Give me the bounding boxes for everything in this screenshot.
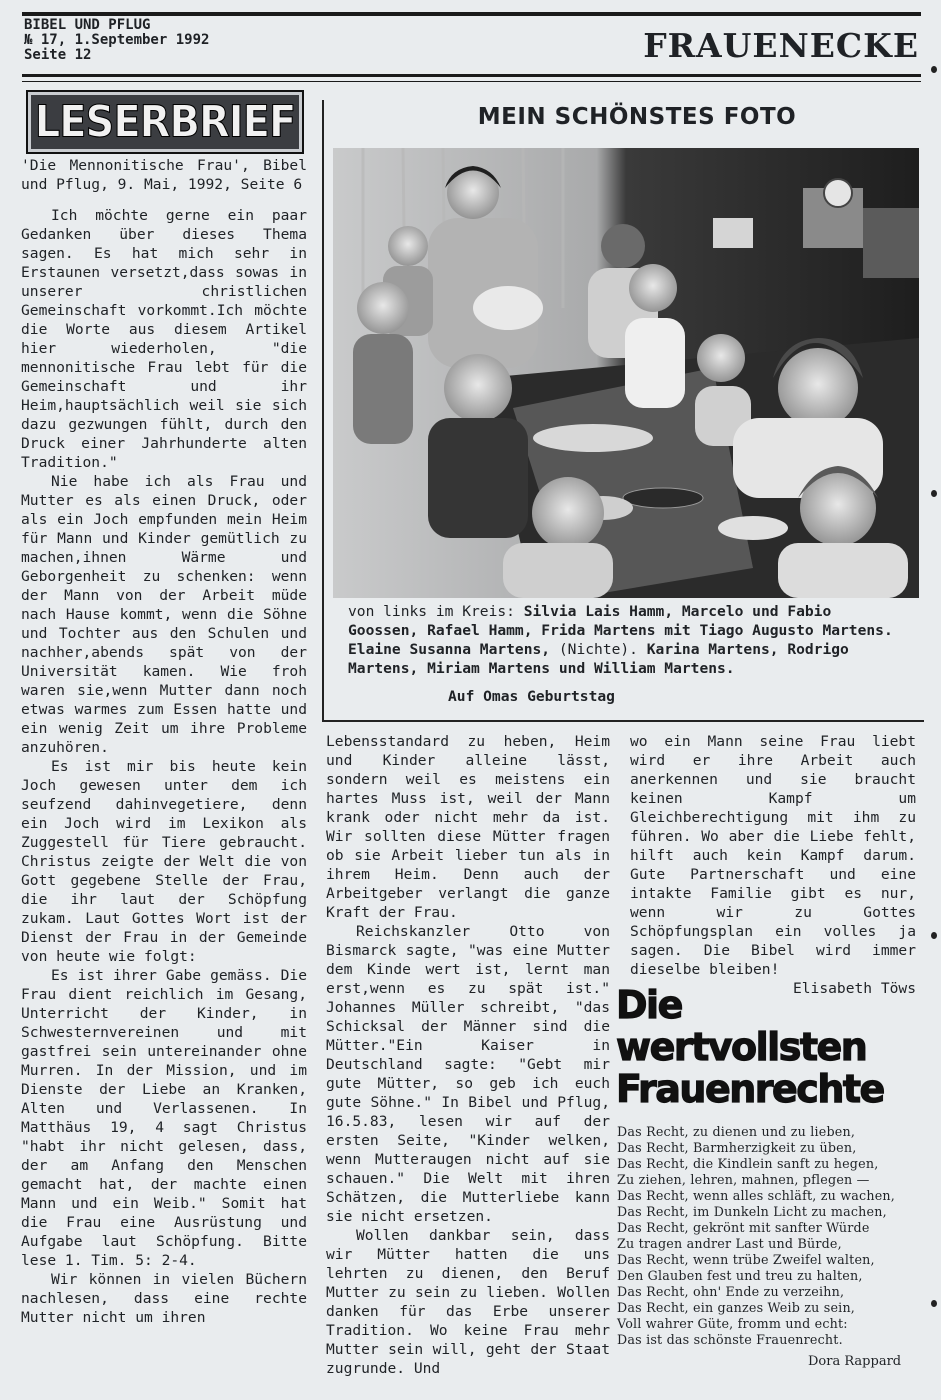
poem-line: Das Recht, die Kindlein sanft zu hegen, (617, 1156, 879, 1171)
poem-line: Das Recht, Barmherzigkeit zu üben, (617, 1140, 857, 1155)
poem-line: Voll wahrer Güte, fromm und echt: (617, 1316, 848, 1331)
letter-paragraph: Wollen dankbar sein, dass wir Mütter hatten die uns lehrten zu dienen, den Beruf Mutter zu sein zu lieben. Wollen danken für das Erbe unserer Tradition. Wo keine Frau mehr Mutter sein will, geht der Staat zugrunde. Und (326, 1227, 610, 1377)
poem-line: Den Glauben fest und treu zu halten, (617, 1268, 863, 1283)
letter-column-3 (630, 732, 916, 998)
poem-line: Zu tragen andrer Last und Bürde, (617, 1236, 842, 1251)
family-photo (333, 148, 919, 598)
photo-caption (348, 602, 908, 678)
photo-occasion: Auf Omas Geburtstag (448, 688, 615, 705)
poem-line: Das Recht, ohn' Ende zu verzeihn, (617, 1284, 845, 1299)
letter-paragraph: Wir können in vielen Büchern nachlesen, dass eine rechte Mutter nicht um ihren (21, 1271, 307, 1326)
masthead-rule-thin (22, 81, 921, 82)
poem-line: Das Recht, zu dienen und zu lieben, (617, 1124, 856, 1139)
letter-reference: 'Die Mennonitische Frau', Bibel und Pflug, 9. Mai, 1992, Seite 6 (21, 157, 307, 193)
poem-body (617, 1124, 927, 1348)
letter-paragraph: Lebensstandard zu heben, Heim und Kinder alleine lässt, sondern weil es meistens ein hartes Muss ist, weil der Mann krank oder nicht mehr da ist. Wir sollten diese Mütter fragen ob sie Arbeit lieber tun als in ihrem Heim. Denn auch der Arbeitgeber verlangt die ganze Kraft der Frau. (326, 733, 610, 921)
poem-line: Das Recht, wenn trübe Zweifel walten, (617, 1252, 875, 1267)
masthead-issue: № 17, 1.September 1992 (24, 32, 210, 48)
top-rule (22, 12, 921, 16)
masthead-page: Seite 12 (24, 47, 92, 63)
photo-feature-title: MEIN SCHÖNSTES FOTO (477, 104, 797, 130)
poem-line: Zu ziehen, lehren, mahnen, pflegen — (617, 1172, 870, 1187)
letter-paragraph: Ich möchte gerne ein paar Gedanken über dieses Thema sagen. Es hat mich sehr in Erstaunen versetzt,dass sowas in unserer christlichen Gemeinschaft vorkommt.Ich möchte die Worte aus diesem Artikel hier wiederholen, "die mennonitische Frau lebt für die Gemeinschaft und ihr Heim,hauptsächlich weil sie sich dazu gezwungen fühlt, durch den Druck einer Jahrhunderte alten Tradition." (21, 207, 307, 471)
poem-title-line: Frauenrechte (616, 1067, 884, 1111)
letter-column-1 (21, 156, 307, 1327)
poem-line: Das Recht, gekrönt mit sanfter Würde (617, 1220, 870, 1235)
binder-hole (931, 1300, 937, 1307)
leserbrief-heading-box (26, 90, 304, 154)
letter-paragraph: Es ist ihrer Gabe gemäss. Die Frau dient reichlich im Gesang, Unterricht der Kinder, in Schwesternvereinen und mit gastfrei sein untereinander ohne Murren. In der Mission, und im Dienste der Liebe an Kranken, Alten und Verlassenen. In Matthäus 19, 4 sagt Christus "habt ihr nicht gelesen, dass, der am Anfang den Menschen gemacht hat, der machte einen Mann und ein Weib." Somit hat die Frau eine Ausrüstung und Aufgabe laut Schöpfung. Bitte lese 1. Tim. 5: 2-4. (21, 967, 307, 1269)
poem-line: Das Recht, ein ganzes Weib zu sein, (617, 1300, 856, 1315)
letter-paragraph: Nie habe ich als Frau und Mutter es als einen Druck, oder als ein Joch empfunden mein Heim für Mann und Kinder gemütlich zu machen,ihnen Wärme und Geborgenheit zu schenken: wenn der Mann von der Arbeit müde nach Hause kommt, wenn die Söhne und Tochter aus den Schulen und nachher,abends spät von der Universität kamen. Wie froh waren sie,wenn Mutter dann noch etwas warmes zum Essen hatte und ein wenig Zeit um ihre Probleme anzuhören. (21, 473, 307, 756)
leserbrief-heading: LESERBRIEF (34, 96, 296, 148)
masthead-publication: BIBEL UND PFLUG (24, 17, 151, 33)
caption-names: Karina Martens, Rodrigo Martens, Miriam Martens und William Martens. (348, 641, 849, 677)
caption-names: Silvia Lais Hamm, Marcelo und Fabio Goossen, Rafael Hamm, Frida Martens mit Tiago Augusto Martens. Elaine Susanna Martens, (348, 603, 893, 658)
letter-signature: Elisabeth Töws (792, 980, 916, 997)
masthead (24, 18, 209, 63)
section-title: FRAUENECKE (643, 26, 919, 65)
poem-author: Dora Rappard (808, 1354, 902, 1369)
caption-note: (Nichte). (558, 641, 638, 658)
letter-column-2 (326, 732, 610, 1378)
letter-paragraph: Es ist mir bis heute kein Joch gewesen unter dem ich seufzend dahinvegetiere, denn ein Joch wird im Lexikon als Zuggestell für Tiere gebraucht. Christus zeigte der Welt die von Gott gegebene Stelle der Frau, die ihr laut der Schöpfung zukam. Laut Gottes Wort ist der Dienst der Frau in der Gemeinde von heute wie folgt: (21, 758, 307, 965)
letter-paragraph: Reichskanzler Otto von Bismarck sagte, "was eine Mutter dem Kinde wert ist, lernt man erst,wenn es zu spät ist." Johannes Müller schreibt, "das Schicksal der Männer sind die Mütter."Ein Kaiser in Deutschland sagte: "Gebt mir gute Mütter, so geb ich euch gute Söhne." In Bibel und Pflug, 16.5.83, lesen wir auf der ersten Seite, "Kinder welken, wenn Mutteraugen nicht auf sie schauen." Die Welt mit ihren Schätzen, die Mutterliebe kann sie nicht ersetzen. (326, 923, 610, 1225)
poem-line: Das Recht, wenn alles schläft, zu wachen, (617, 1188, 896, 1203)
poem-line: Das ist das schönste Frauenrecht. (617, 1332, 843, 1347)
binder-hole (931, 66, 937, 73)
binder-hole (931, 490, 937, 497)
masthead-rule (22, 74, 921, 77)
poem-title (616, 984, 916, 1110)
poem-title-line: wertvollsten (616, 1025, 867, 1069)
letter-paragraph: wo ein Mann seine Frau liebt wird er ihre Arbeit auch anerkennen und sie braucht keinen Kampf um Gleichberechtigung mit ihm zu führen. Wo aber die Liebe fehlt, hilft auch kein Kampf darum. Gute Partnerschaft und eine intakte Familie gibt es nur, wenn wir zu Gottes Schöpfungsplan ein volles ja sagen. Die Bibel wird immer dieselbe bleiben! (630, 733, 916, 978)
caption-lead: von links im Kreis: (348, 603, 515, 620)
poem-title-line: Die (616, 983, 682, 1027)
binder-hole (931, 932, 937, 939)
poem-line: Das Recht, im Dunkeln Licht zu machen, (617, 1204, 887, 1219)
